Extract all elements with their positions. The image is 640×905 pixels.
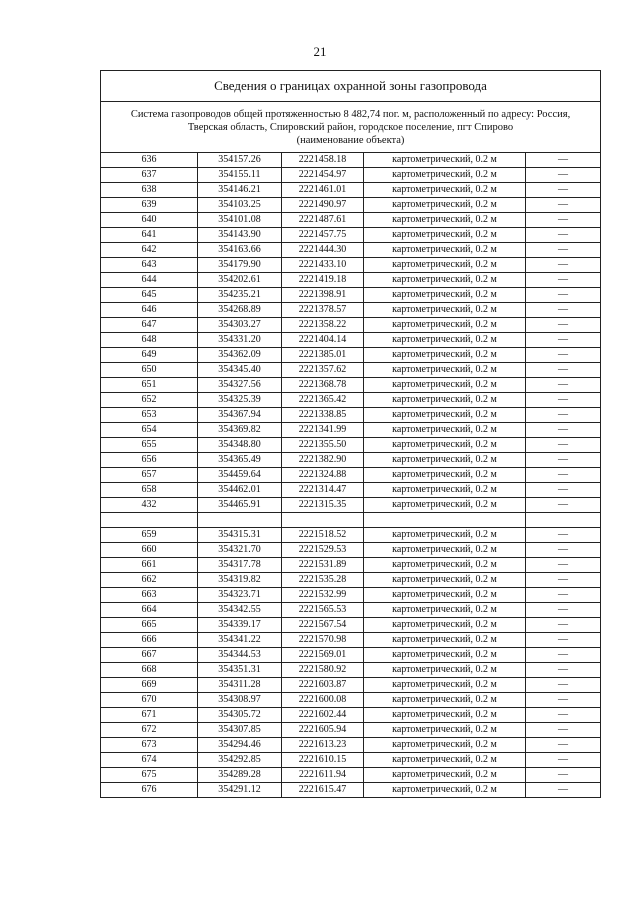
accuracy-cell: — <box>526 753 601 768</box>
point-number-cell: 664 <box>101 603 198 618</box>
accuracy-cell: — <box>526 288 601 303</box>
table-row <box>101 333 601 348</box>
accuracy-cell: — <box>526 648 601 663</box>
table-row <box>101 693 601 708</box>
table-row <box>101 483 601 498</box>
table-row <box>101 393 601 408</box>
table-row <box>101 588 601 603</box>
accuracy-cell: — <box>526 393 601 408</box>
table-title: Сведения о границах охранной зоны газопровода <box>101 71 601 102</box>
accuracy-cell: — <box>526 168 601 183</box>
coord-y-cell: 2221341.99 <box>282 423 364 438</box>
coord-y-cell: 2221518.52 <box>282 528 364 543</box>
method-cell: картометрический, 0.2 м <box>364 168 526 183</box>
coord-x-cell: 354341.22 <box>198 633 282 648</box>
method-cell: картометрический, 0.2 м <box>364 318 526 333</box>
coord-y-cell: 2221404.14 <box>282 333 364 348</box>
accuracy-cell: — <box>526 438 601 453</box>
method-cell: картометрический, 0.2 м <box>364 738 526 753</box>
table-row <box>101 768 601 783</box>
accuracy-cell: — <box>526 468 601 483</box>
table-row <box>101 438 601 453</box>
accuracy-cell: — <box>526 198 601 213</box>
coord-y-cell: 2221444.30 <box>282 243 364 258</box>
coord-x-cell: 354289.28 <box>198 768 282 783</box>
method-cell: картометрический, 0.2 м <box>364 723 526 738</box>
coord-y-cell: 2221433.10 <box>282 258 364 273</box>
point-number-cell: 647 <box>101 318 198 333</box>
point-number-cell: 667 <box>101 648 198 663</box>
coord-y-cell: 2221454.97 <box>282 168 364 183</box>
point-number-cell: 663 <box>101 588 198 603</box>
coord-x-cell: 354339.17 <box>198 618 282 633</box>
point-number-cell: 642 <box>101 243 198 258</box>
table-row <box>101 228 601 243</box>
point-number-cell: 654 <box>101 423 198 438</box>
method-cell: картометрический, 0.2 м <box>364 258 526 273</box>
coord-x-cell: 354146.21 <box>198 183 282 198</box>
page-number: 21 <box>313 44 327 59</box>
point-number-cell: 641 <box>101 228 198 243</box>
accuracy-cell: — <box>526 663 601 678</box>
coord-y-cell: 2221324.88 <box>282 468 364 483</box>
point-number-cell: 652 <box>101 393 198 408</box>
point-number-cell: 656 <box>101 453 198 468</box>
coord-x-cell: 354331.20 <box>198 333 282 348</box>
point-number-cell: 651 <box>101 378 198 393</box>
method-cell: картометрический, 0.2 м <box>364 468 526 483</box>
coord-y-cell: 2221458.18 <box>282 153 364 168</box>
table-row <box>101 198 601 213</box>
accuracy-cell: — <box>526 693 601 708</box>
method-cell: картометрический, 0.2 м <box>364 633 526 648</box>
accuracy-cell: — <box>526 588 601 603</box>
coord-y-cell: 2221610.15 <box>282 753 364 768</box>
point-number-cell: 655 <box>101 438 198 453</box>
method-cell: картометрический, 0.2 м <box>364 708 526 723</box>
method-cell: картометрический, 0.2 м <box>364 453 526 468</box>
coord-x-cell: 354143.90 <box>198 228 282 243</box>
point-number-cell: 657 <box>101 468 198 483</box>
coord-x-cell: 354369.82 <box>198 423 282 438</box>
accuracy-cell: — <box>526 783 601 798</box>
point-number-cell: 650 <box>101 363 198 378</box>
blank-cell <box>364 513 526 528</box>
method-cell: картометрический, 0.2 м <box>364 393 526 408</box>
method-cell: картометрический, 0.2 м <box>364 543 526 558</box>
method-cell: картометрический, 0.2 м <box>364 348 526 363</box>
method-cell: картометрический, 0.2 м <box>364 183 526 198</box>
method-cell: картометрический, 0.2 м <box>364 363 526 378</box>
coord-x-cell: 354292.85 <box>198 753 282 768</box>
coord-y-cell: 2221365.42 <box>282 393 364 408</box>
coord-x-cell: 354344.53 <box>198 648 282 663</box>
table-row <box>101 618 601 633</box>
coord-y-cell: 2221457.75 <box>282 228 364 243</box>
method-cell: картометрический, 0.2 м <box>364 783 526 798</box>
accuracy-cell: — <box>526 633 601 648</box>
accuracy-cell: — <box>526 408 601 423</box>
point-number-cell: 640 <box>101 213 198 228</box>
table-row <box>101 498 601 513</box>
blank-cell <box>282 513 364 528</box>
table-row <box>101 348 601 363</box>
object-description-caption: (наименование объекта) <box>296 134 405 146</box>
coord-x-cell: 354291.12 <box>198 783 282 798</box>
blank-cell <box>198 513 282 528</box>
blank-cell <box>101 513 198 528</box>
accuracy-cell: — <box>526 618 601 633</box>
accuracy-cell: — <box>526 573 601 588</box>
object-description-row <box>101 102 601 153</box>
table-row <box>101 273 601 288</box>
coord-y-cell: 2221600.08 <box>282 693 364 708</box>
accuracy-cell: — <box>526 153 601 168</box>
coord-y-cell: 2221569.01 <box>282 648 364 663</box>
table-row <box>101 408 601 423</box>
method-cell: картометрический, 0.2 м <box>364 288 526 303</box>
coord-y-cell: 2221385.01 <box>282 348 364 363</box>
point-number-cell: 639 <box>101 198 198 213</box>
method-cell: картометрический, 0.2 м <box>364 618 526 633</box>
accuracy-cell: — <box>526 738 601 753</box>
method-cell: картометрический, 0.2 м <box>364 423 526 438</box>
coord-y-cell: 2221532.99 <box>282 588 364 603</box>
method-cell: картометрический, 0.2 м <box>364 213 526 228</box>
table-title-row <box>101 71 601 102</box>
blank-cell <box>526 513 601 528</box>
object-description <box>101 102 601 153</box>
accuracy-cell: — <box>526 243 601 258</box>
coord-y-cell: 2221314.47 <box>282 483 364 498</box>
point-number-cell: 675 <box>101 768 198 783</box>
method-cell: картометрический, 0.2 м <box>364 408 526 423</box>
boundary-coordinates-table <box>100 70 601 798</box>
coord-x-cell: 354365.49 <box>198 453 282 468</box>
table-row <box>101 738 601 753</box>
point-number-cell: 666 <box>101 633 198 648</box>
coord-y-cell: 2221611.94 <box>282 768 364 783</box>
method-cell: картометрический, 0.2 м <box>364 273 526 288</box>
point-number-cell: 670 <box>101 693 198 708</box>
coord-x-cell: 354315.31 <box>198 528 282 543</box>
accuracy-cell: — <box>526 273 601 288</box>
coord-x-cell: 354342.55 <box>198 603 282 618</box>
coord-y-cell: 2221419.18 <box>282 273 364 288</box>
coord-y-cell: 2221338.85 <box>282 408 364 423</box>
coord-y-cell: 2221487.61 <box>282 213 364 228</box>
coord-y-cell: 2221565.53 <box>282 603 364 618</box>
accuracy-cell: — <box>526 603 601 618</box>
table-row <box>101 708 601 723</box>
object-description-line1: Система газопроводов общей протяженностью 8 482,74 пог. м, расположенный по адресу: Россия, <box>130 108 571 120</box>
point-number-cell: 643 <box>101 258 198 273</box>
coord-x-cell: 354462.01 <box>198 483 282 498</box>
table-row <box>101 723 601 738</box>
table-row <box>101 468 601 483</box>
coord-y-cell: 2221358.22 <box>282 318 364 333</box>
coord-x-cell: 354155.11 <box>198 168 282 183</box>
coord-x-cell: 354325.39 <box>198 393 282 408</box>
table-row <box>101 363 601 378</box>
accuracy-cell: — <box>526 723 601 738</box>
coord-x-cell: 354323.71 <box>198 588 282 603</box>
table-row <box>101 528 601 543</box>
coord-x-cell: 354465.91 <box>198 498 282 513</box>
point-number-cell: 653 <box>101 408 198 423</box>
point-number-cell: 669 <box>101 678 198 693</box>
method-cell: картометрический, 0.2 м <box>364 483 526 498</box>
table-row <box>101 378 601 393</box>
coord-y-cell: 2221615.47 <box>282 783 364 798</box>
point-number-cell: 646 <box>101 303 198 318</box>
method-cell: картометрический, 0.2 м <box>364 768 526 783</box>
method-cell: картометрический, 0.2 м <box>364 378 526 393</box>
coord-y-cell: 2221357.62 <box>282 363 364 378</box>
accuracy-cell: — <box>526 333 601 348</box>
table-row <box>101 318 601 333</box>
point-number-cell: 659 <box>101 528 198 543</box>
point-number-cell: 672 <box>101 723 198 738</box>
coord-x-cell: 354348.80 <box>198 438 282 453</box>
object-description-line2: Тверская область, Спировский район, городское поселение, пгт Спирово <box>187 121 514 133</box>
method-cell: картометрический, 0.2 м <box>364 663 526 678</box>
coord-x-cell: 354317.78 <box>198 558 282 573</box>
accuracy-cell: — <box>526 483 601 498</box>
accuracy-cell: — <box>526 303 601 318</box>
coord-x-cell: 354163.66 <box>198 243 282 258</box>
point-number-cell: 645 <box>101 288 198 303</box>
table-row <box>101 543 601 558</box>
table-row <box>101 153 601 168</box>
coord-y-cell: 2221570.98 <box>282 633 364 648</box>
table-row <box>101 603 601 618</box>
table-row <box>101 303 601 318</box>
table-row <box>101 213 601 228</box>
method-cell: картометрический, 0.2 м <box>364 198 526 213</box>
table-row <box>101 168 601 183</box>
method-cell: картометрический, 0.2 м <box>364 678 526 693</box>
coord-y-cell: 2221490.97 <box>282 198 364 213</box>
coord-x-cell: 354351.31 <box>198 663 282 678</box>
point-number-cell: 432 <box>101 498 198 513</box>
point-number-cell: 668 <box>101 663 198 678</box>
table-row <box>101 648 601 663</box>
accuracy-cell: — <box>526 498 601 513</box>
method-cell: картометрический, 0.2 м <box>364 603 526 618</box>
table-row <box>101 633 601 648</box>
coord-x-cell: 354319.82 <box>198 573 282 588</box>
point-number-cell: 674 <box>101 753 198 768</box>
accuracy-cell: — <box>526 423 601 438</box>
point-number-cell: 676 <box>101 783 198 798</box>
table-row <box>101 423 601 438</box>
coord-x-cell: 354345.40 <box>198 363 282 378</box>
coord-x-cell: 354321.70 <box>198 543 282 558</box>
point-number-cell: 637 <box>101 168 198 183</box>
coord-y-cell: 2221378.57 <box>282 303 364 318</box>
table-row <box>101 783 601 798</box>
method-cell: картометрический, 0.2 м <box>364 438 526 453</box>
method-cell: картометрический, 0.2 м <box>364 228 526 243</box>
coord-x-cell: 354305.72 <box>198 708 282 723</box>
accuracy-cell: — <box>526 348 601 363</box>
accuracy-cell: — <box>526 708 601 723</box>
point-number-cell: 638 <box>101 183 198 198</box>
point-number-cell: 636 <box>101 153 198 168</box>
point-number-cell: 649 <box>101 348 198 363</box>
coord-x-cell: 354367.94 <box>198 408 282 423</box>
method-cell: картометрический, 0.2 м <box>364 648 526 663</box>
accuracy-cell: — <box>526 363 601 378</box>
coord-y-cell: 2221355.50 <box>282 438 364 453</box>
method-cell: картометрический, 0.2 м <box>364 303 526 318</box>
coord-y-cell: 2221535.28 <box>282 573 364 588</box>
coord-x-cell: 354308.97 <box>198 693 282 708</box>
coord-y-cell: 2221382.90 <box>282 453 364 468</box>
coord-x-cell: 354101.08 <box>198 213 282 228</box>
coord-x-cell: 354202.61 <box>198 273 282 288</box>
coord-x-cell: 354294.46 <box>198 738 282 753</box>
accuracy-cell: — <box>526 558 601 573</box>
table-row <box>101 453 601 468</box>
point-number-cell: 671 <box>101 708 198 723</box>
method-cell: картометрический, 0.2 м <box>364 558 526 573</box>
accuracy-cell: — <box>526 543 601 558</box>
coord-y-cell: 2221368.78 <box>282 378 364 393</box>
accuracy-cell: — <box>526 528 601 543</box>
table-row <box>101 288 601 303</box>
coord-y-cell: 2221531.89 <box>282 558 364 573</box>
table-row <box>101 558 601 573</box>
coord-x-cell: 354307.85 <box>198 723 282 738</box>
coord-y-cell: 2221315.35 <box>282 498 364 513</box>
point-number-cell: 658 <box>101 483 198 498</box>
table-row <box>101 753 601 768</box>
coord-x-cell: 354311.28 <box>198 678 282 693</box>
table-row <box>101 243 601 258</box>
table-row <box>101 663 601 678</box>
coord-y-cell: 2221567.54 <box>282 618 364 633</box>
coord-x-cell: 354459.64 <box>198 468 282 483</box>
method-cell: картометрический, 0.2 м <box>364 573 526 588</box>
blank-separator-row <box>101 513 601 528</box>
table-row <box>101 678 601 693</box>
table-row <box>101 573 601 588</box>
coord-x-cell: 354179.90 <box>198 258 282 273</box>
point-number-cell: 660 <box>101 543 198 558</box>
method-cell: картометрический, 0.2 м <box>364 753 526 768</box>
coord-y-cell: 2221398.91 <box>282 288 364 303</box>
accuracy-cell: — <box>526 183 601 198</box>
coord-x-cell: 354303.27 <box>198 318 282 333</box>
coord-x-cell: 354362.09 <box>198 348 282 363</box>
method-cell: картометрический, 0.2 м <box>364 588 526 603</box>
method-cell: картометрический, 0.2 м <box>364 243 526 258</box>
point-number-cell: 648 <box>101 333 198 348</box>
coord-x-cell: 354157.26 <box>198 153 282 168</box>
table-row <box>101 183 601 198</box>
coord-y-cell: 2221603.87 <box>282 678 364 693</box>
coord-y-cell: 2221613.23 <box>282 738 364 753</box>
method-cell: картометрический, 0.2 м <box>364 528 526 543</box>
accuracy-cell: — <box>526 678 601 693</box>
method-cell: картометрический, 0.2 м <box>364 693 526 708</box>
coord-x-cell: 354103.25 <box>198 198 282 213</box>
coord-y-cell: 2221529.53 <box>282 543 364 558</box>
method-cell: картометрический, 0.2 м <box>364 498 526 513</box>
point-number-cell: 644 <box>101 273 198 288</box>
point-number-cell: 673 <box>101 738 198 753</box>
accuracy-cell: — <box>526 213 601 228</box>
coord-x-cell: 354235.21 <box>198 288 282 303</box>
point-number-cell: 662 <box>101 573 198 588</box>
accuracy-cell: — <box>526 318 601 333</box>
accuracy-cell: — <box>526 378 601 393</box>
coord-y-cell: 2221605.94 <box>282 723 364 738</box>
method-cell: картометрический, 0.2 м <box>364 153 526 168</box>
point-number-cell: 661 <box>101 558 198 573</box>
coord-x-cell: 354268.89 <box>198 303 282 318</box>
coord-x-cell: 354327.56 <box>198 378 282 393</box>
table-row <box>101 258 601 273</box>
coord-y-cell: 2221602.44 <box>282 708 364 723</box>
accuracy-cell: — <box>526 768 601 783</box>
coord-y-cell: 2221461.01 <box>282 183 364 198</box>
method-cell: картометрический, 0.2 м <box>364 333 526 348</box>
accuracy-cell: — <box>526 453 601 468</box>
coord-y-cell: 2221580.92 <box>282 663 364 678</box>
accuracy-cell: — <box>526 228 601 243</box>
accuracy-cell: — <box>526 258 601 273</box>
point-number-cell: 665 <box>101 618 198 633</box>
